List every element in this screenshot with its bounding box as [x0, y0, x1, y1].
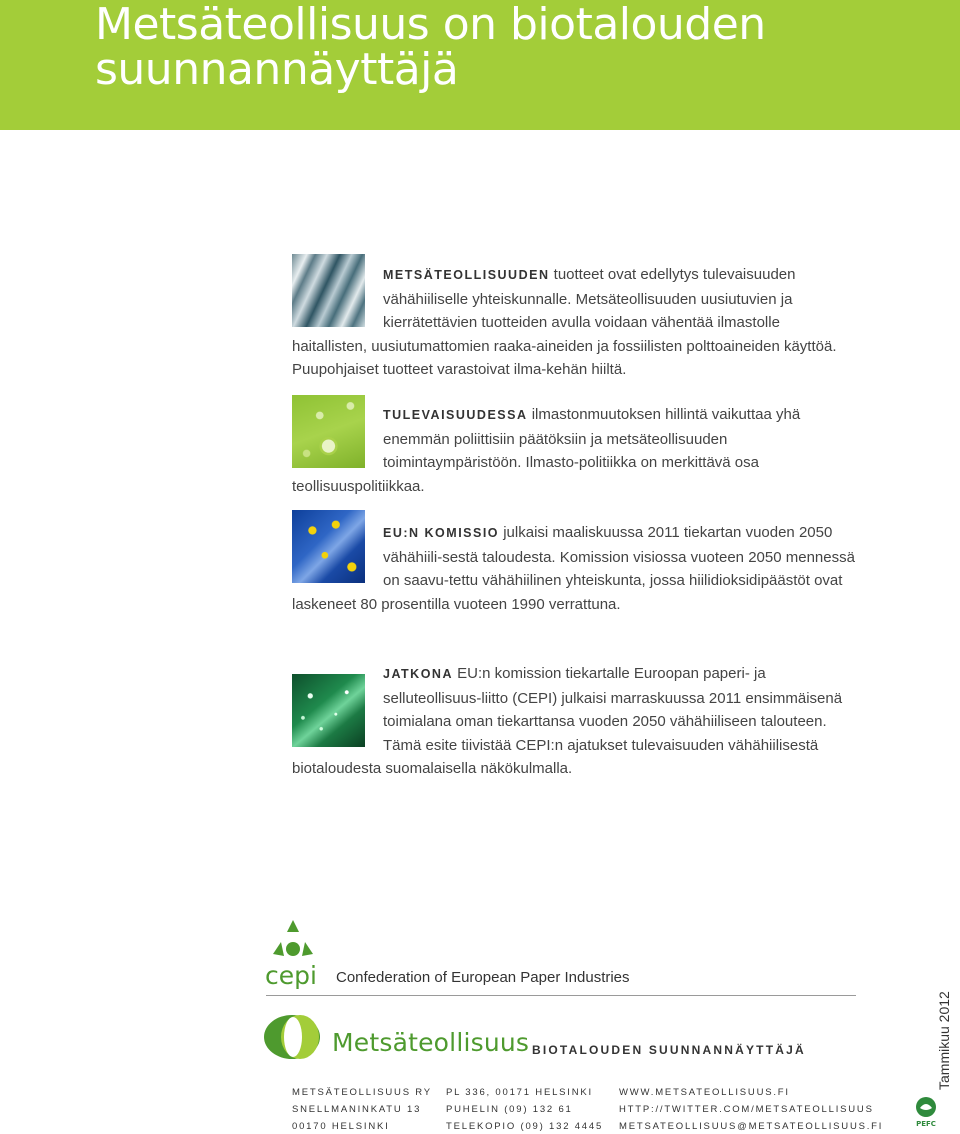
cepi-logo-text: cepi	[265, 961, 317, 990]
cepi-logo-triangle-left	[273, 942, 284, 956]
section-tulevaisuudessa	[292, 395, 855, 498]
metsateollisuus-wordmark: Metsäteollisuus	[332, 1028, 530, 1057]
cepi-logo-triangle-top	[287, 920, 299, 932]
metsateollisuus-logo	[263, 1013, 321, 1061]
footer-divider	[266, 995, 856, 996]
contact-line: METSÄTEOLLISUUS RY	[292, 1087, 432, 1098]
contact-line: TELEKOPIO (09) 132 4445	[446, 1121, 604, 1132]
eu-flag-image	[292, 510, 365, 583]
section-metsateollisuuden	[292, 254, 855, 382]
contact-phone	[446, 1084, 603, 1134]
metal-pipes-image	[292, 254, 365, 327]
section-text: EU:n komission tiekartalle Euroopan paperi- ja selluteollisuus-liitto (CEPI) julkaisi marraskuussa 2011 ensimmäisenä toimialana oman tiekarttansa vuoden 2050 vähähiiliseen talouteen. Tämä esite tiivistää CEPI:n ajatukset tulevaisuuden vähähiilisestä biotaloudesta suomalaisella näkökulmalla.	[292, 665, 843, 777]
section-eu-komissio	[292, 510, 855, 616]
cepi-logo	[264, 918, 326, 990]
contact-line: PL 336, 00171 HELSINKI	[446, 1087, 593, 1098]
contact-web	[619, 1084, 883, 1134]
page-title-line1: Metsäteollisuus on biotalouden	[95, 0, 766, 50]
contact-line: PUHELIN (09) 132 61	[446, 1104, 573, 1115]
email-link[interactable]: METSATEOLLISUUS@METSATEOLLISUUS.FI	[619, 1121, 884, 1132]
section-text: tuotteet ovat edellytys tulevaisuuden vähähiiliselle yhteiskunnalle. Metsäteollisuuden uusiutuvien ja kierrätettävien tuotteiden avulla voidaan vähentää ilmastolle haitallisten, uusiutumattomien raaka-aineiden ja fossiilisten polttoaineiden käyttöä. Puupohjaiset tuotteet varastoivat ilma-kehän hiiltä.	[292, 266, 837, 378]
section-text: julkaisi maaliskuussa 2011 tiekartan vuoden 2050 vähähiili-sestä taloudesta. Komission visiossa vuoteen 2050 mennessä on saavu-tettu vähähiilinen yhteiskunta, jossa hiilidioksidipäästöt ovat laskeneet 80 prosentilla vuoteen 1990 verrattuna.	[292, 524, 855, 613]
contact-line: 00170 HELSINKI	[292, 1121, 390, 1132]
cepi-logo-triangle-right	[302, 942, 313, 956]
title-banner	[0, 0, 960, 130]
contact-address	[292, 1084, 432, 1134]
page-title-line2: suunnannäyttäjä	[95, 44, 459, 95]
contact-line: SNELLMANINKATU 13	[292, 1104, 422, 1115]
section-body	[292, 662, 855, 781]
section-body	[292, 395, 855, 498]
website-link[interactable]: WWW.METSATEOLLISUUS.FI	[619, 1087, 790, 1098]
section-lead: JATKONA	[383, 667, 453, 681]
page-title	[95, 0, 915, 95]
section-body	[292, 254, 855, 382]
cepi-label: Confederation of European Paper Industries	[336, 969, 630, 986]
pefc-logo	[913, 1096, 939, 1130]
logo-center	[284, 1017, 302, 1057]
pefc-text: PEFC	[916, 1120, 936, 1128]
section-jatkona	[292, 662, 855, 781]
section-lead: TULEVAISUUDESSA	[383, 408, 528, 422]
water-drop-image	[292, 395, 365, 468]
section-lead: EU:N KOMISSIO	[383, 526, 500, 540]
section-text: ilmastonmuutoksen hillintä vaikuttaa yhä enemmän poliittisiin päätöksiin ja metsäteollisuuden toimintaympäristöön. Ilmasto-politiikka on merkittävä osa teollisuuspolitiikkaa.	[292, 406, 801, 495]
tagline: BIOTALOUDEN SUUNNANNÄYTTÄJÄ	[532, 1043, 806, 1057]
publication-date: Tammikuu 2012	[936, 991, 952, 1090]
twitter-link[interactable]: HTTP://TWITTER.COM/METSATEOLLISUUS	[619, 1104, 874, 1115]
cepi-logo-dot	[286, 942, 300, 956]
green-sparkle-image	[292, 674, 365, 747]
section-lead: METSÄTEOLLISUUDEN	[383, 268, 550, 282]
section-body	[292, 510, 855, 616]
